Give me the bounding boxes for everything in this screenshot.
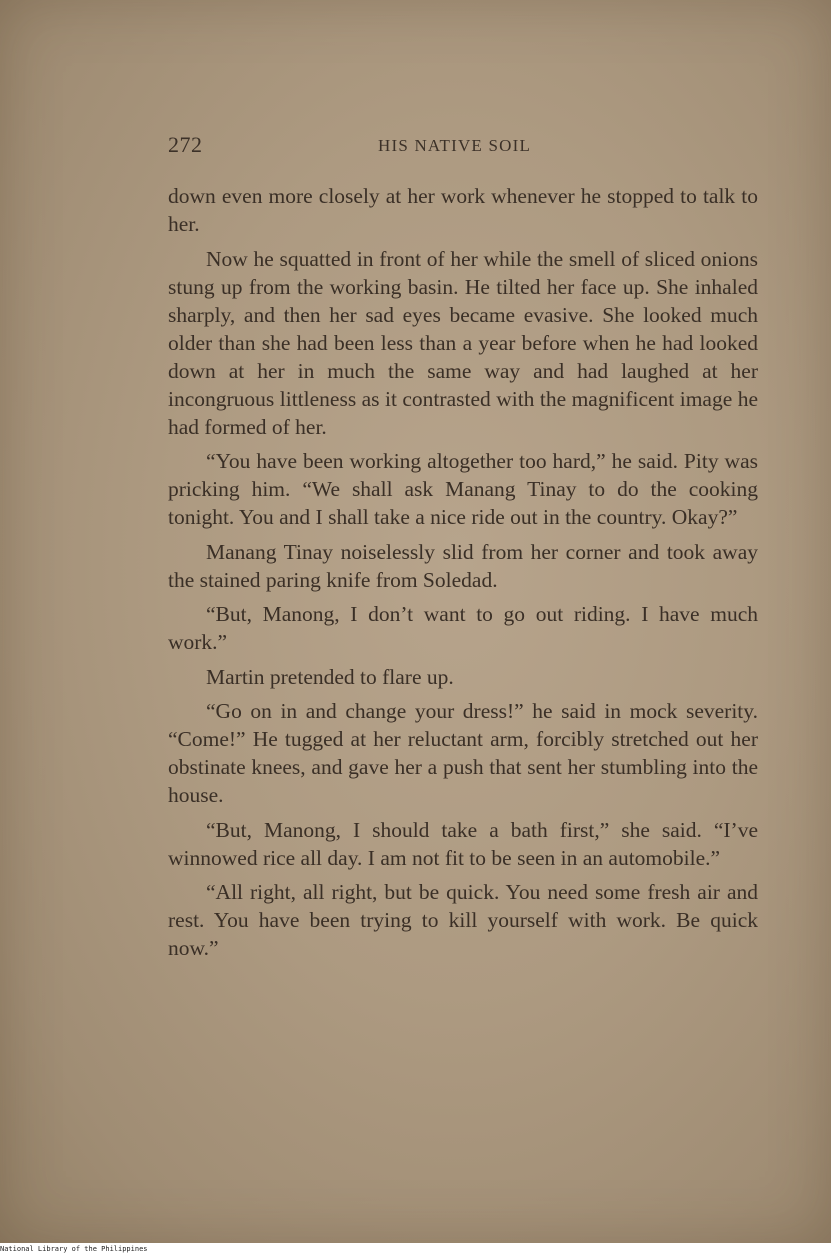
paragraph: “All right, all right, but be quick. You need some fresh air and rest. You have been trying to kill yourself with work. Be quick now.” — [168, 880, 758, 960]
paragraph: “But, Manong, I don’t want to go out riding. I have much work.” — [168, 602, 758, 654]
paragraph: down even more closely at her work whenever he stopped to talk to her. — [168, 184, 758, 236]
paragraph: “You have been working altogether too hard,” he said. Pity was pricking him. “We shall ask Manang Tinay to do the cooking tonight. You and I shall take a nice ride out in the country. Okay?” — [168, 449, 758, 529]
body-text — [168, 182, 758, 969]
paragraph: “Go on in and change your dress!” he said in mock severity. “Come!” He tugged at her reluctant arm, forcibly stretched out her obstinate knees, and gave her a push that sent her stumbling into the house. — [168, 699, 758, 807]
running-title: HIS NATIVE SOIL — [378, 136, 532, 155]
paragraph: Manang Tinay noiselessly slid from her corner and took away the stained paring knife from Soledad. — [168, 539, 758, 592]
running-head — [168, 132, 758, 162]
page-number: 272 — [168, 132, 203, 157]
paragraph: Now he squatted in front of her while the smell of sliced onions stung up from the working basin. He tilted her face up. She inhaled sharply, and then her sad eyes became evasive. She looked much older than she had been less than a year before when he had looked down at her in much the same way and had laughed at her incongruous littleness as it contrasted with the magnificent image he had formed of her. — [168, 246, 758, 439]
library-credit: National Library of the Philippines — [0, 1245, 148, 1253]
paragraph: “But, Manong, I should take a bath first,” she said. “I’ve winnowed rice all day. I am not fit to be seen in an automobile.” — [168, 817, 758, 870]
paragraph: Martin pretended to flare up. — [206, 664, 454, 689]
